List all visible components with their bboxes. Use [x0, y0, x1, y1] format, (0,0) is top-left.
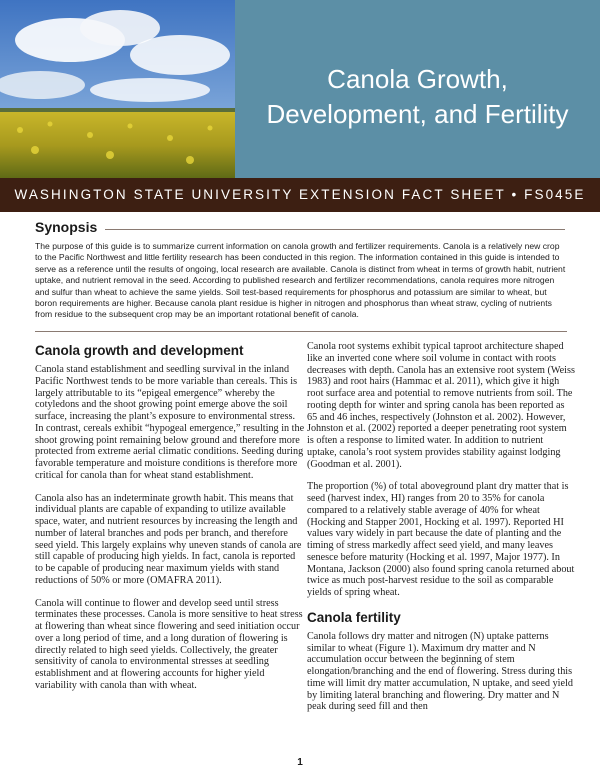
title-line-2: Development, and Fertility	[266, 99, 569, 129]
body-paragraph: Canola also has an indeterminate growth habit. This means that individual plants are capable of expanding to utilize available space, water, and nutrient resources by increasing the length and number of lateral branches and pods per branch, and therefore seed yield. This largely explains why uneven stands of canola are still capable of producing high yields. In fact, canola is reported to be capable of producing near maximum yields with stand reductions of 50% or more (OMAFRA 2011).	[35, 492, 302, 586]
extension-banner: WASHINGTON STATE UNIVERSITY EXTENSION FACT SHEET • FS045E	[0, 178, 600, 212]
growth-development-heading: Canola growth and development	[35, 343, 244, 358]
hero-photo-canola-field	[0, 0, 235, 178]
left-column	[35, 343, 305, 703]
right-column	[307, 341, 575, 724]
body-paragraph: The proportion (%) of total aboveground plant dry matter that is seed (harvest index, HI) ranges from 20 to 35% for canola compared to a relatively stable average of 40% for wheat (Hocking and Stapper 2001, Hocking et al. 1997). Reported HI values vary widely in part because the date of planting and the timing of stress markedly affect seed yield, and many leaves senesce before maturity (Hocking et al. 1997, Major 1977). In Montana, Jackson (2000) also found spring canola returned about twice as much post-harvest residue to the soil as comparable yields of spring wheat.	[307, 481, 575, 598]
body-paragraph: Canola follows dry matter and nitrogen (N) uptake patterns similar to wheat (Figure 1). Maximum dry matter and N accumulation occur between the beginning of stem elongation/branching and the end of flowering. Stress during this time will limit dry matter accumulation, N uptake, and seed yield by limiting lateral branching and flowering. Dry matter and N peak during seed fill and then	[307, 630, 573, 713]
synopsis-divider	[105, 229, 565, 230]
page-number: 1	[297, 757, 303, 768]
body-paragraph: Canola root systems exhibit typical taproot architecture shaped like an inverted cone where soil volume in contact with roots decreases with depth. Canola has an extensive root system (Weiss 1983) and root hairs (Hammac et al. 2011), which give it high root surface area and potential to remove nutrients from soil. The rooting depth for winter and spring canola has been reported as 65 and 46 inches, respectively (Johnston et al. 2002). However, Johnston et al. (2002) reported a deeper penetrating root system is often a response to limited water. In addition to nutrient uptake, canola’s root system provides stability against lodging (Goodman et al. 2001).	[307, 341, 575, 470]
synopsis-bottom-divider	[35, 331, 567, 332]
title-panel	[235, 0, 600, 178]
body-paragraph: Canola stand establishment and seedling survival in the inland Pacific Northwest tends to be more variable than cereals. This is largely attributable to its “epigeal emergence” whereby the cotyledons and the shoot growing point emerge above the soil surface, increasing the plant’s exposure to environmental stress. In contrast, cereals exhibit “hypogeal emergence,” resulting in the shoot growing point remaining below ground and therefore more protected from extreme aerial climatic conditions. Seeding during favorable temperature and moisture conditions is therefore more critical for canola than for wheat stand establishment.	[35, 364, 305, 481]
title-line-1: Canola Growth,	[327, 64, 508, 94]
document-title	[266, 62, 568, 132]
body-paragraph: Canola will continue to flower and develop seed until stress terminates these processes. Canola is more sensitive to heat stress at flowering than wheat since flowering and seed initiation occur over a long period of time, and a long duration of flowering is directly related to high seed yields. Collectively, the greater sensitivity of canola to environmental stresses at seedling establishment and at flowering accounts for higher yield variability with canola than with wheat.	[35, 597, 303, 691]
canola-fertility-heading: Canola fertility	[307, 609, 401, 625]
synopsis-heading: Synopsis	[35, 219, 98, 235]
synopsis-text: The purpose of this guide is to summarize current information on canola growth and fertilizer requirements. Canola is a relatively new crop to the Pacific Northwest and little fertility research has been conducted in this region. The information contained in this guide is intended to serve as a reference until the results of ongoing, local research are available. Canola is distinct from wheat in terms of growth habit, nutrient uptake, and nutrient removal in the seed. According to published research and fertilizer recommendations, canola requires more nitrogen and sulfur than wheat to achieve the same yields. Soil test-based requirements for phosphorus and potassium are similar to wheat, but boron requirements are higher. Because canola plant residue is higher in nitrogen and phosphorus than wheat straw, cycling of nutrients from residue to the subsequent crop may be an important rotational benefit of canola.	[35, 241, 566, 320]
